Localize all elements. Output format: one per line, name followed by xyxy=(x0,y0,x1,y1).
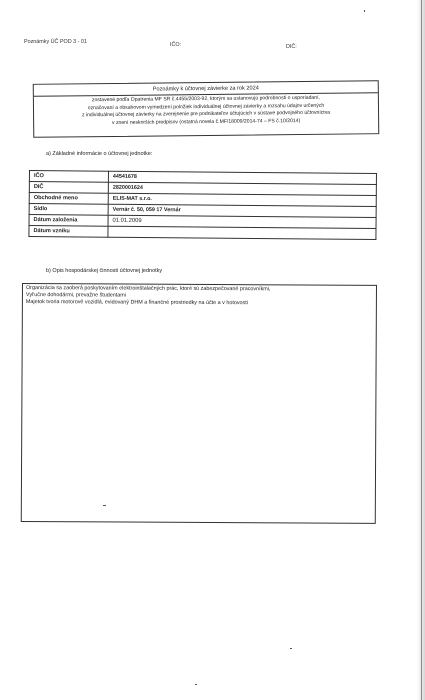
scan-speck xyxy=(195,684,197,685)
description-line: Organizácia sa zaoberá poskytovaním elektroinštalačných prác, ktoré sú zabezpečované pracovníkmi, xyxy=(25,285,271,293)
row-value: ELIS-MAT s.r.o. xyxy=(108,193,376,206)
ico-label: IČO: xyxy=(170,42,182,48)
scan-speck xyxy=(103,505,106,506)
form-code: Poznámky ÚČ POD 3 - 01 xyxy=(24,39,87,45)
document-title: Poznámky k účtovnej závierke za rok 2024 xyxy=(152,85,259,93)
activity-description-box xyxy=(21,283,377,524)
row-label: Obchodné meno xyxy=(29,193,108,205)
description-line: Majetok tvoria motorové vozidlá, evidovaný DHM a finančné prostriedky na účte a v hotovosti xyxy=(25,299,248,307)
row-label: Dátum vzniku xyxy=(29,226,108,238)
basic-info-table xyxy=(28,170,377,240)
title-box xyxy=(33,80,380,138)
row-value: 01.01.2009 xyxy=(108,215,376,228)
title-line: zostavené podľa Opatrenia MF SR č.4455/2003-92, ktorým sa ustanovujú podrobnosti o usporiadaní, xyxy=(91,94,320,104)
row-value: Vernár č. 50, 059 17 Vernár xyxy=(108,204,376,217)
row-value xyxy=(108,226,376,239)
description-line: Vyl'učne dohodármi, prevažne študentami xyxy=(25,292,126,299)
dic-label: DIČ: xyxy=(286,44,297,50)
title-line: označovaní a obsahovom vymedzení položiek individuálnej účtovnej závierky a rozsahu údajov určených xyxy=(87,102,325,111)
scan-speck xyxy=(364,10,365,12)
section-a-heading: a) Základné informácie o účtovnej jednotke: xyxy=(46,151,153,157)
row-value: 44541678 xyxy=(108,171,376,184)
row-label: Sídlo xyxy=(29,204,108,216)
table-row xyxy=(29,226,376,240)
title-line: z individuálnej účtovnej závierky na zverejnenie pre podnikateľov účtujúcich v sústave podvojného účtovníctva xyxy=(81,109,331,119)
row-label: DIČ xyxy=(29,182,108,194)
title-line: v znení neskorších predpisov (ostatná novela č.MF/18009/2014-74 – FS č.10/2014) xyxy=(111,117,301,126)
row-label: Dátum založenia xyxy=(29,215,108,227)
row-label: IČO xyxy=(29,171,108,183)
title-subtext xyxy=(36,94,376,128)
section-b-heading: b) Opis hospodárskej činnosti účtovnej jednotky xyxy=(46,268,163,274)
row-value: 2820001624 xyxy=(108,182,376,195)
scan-speck xyxy=(290,648,292,649)
activity-description-text xyxy=(26,285,271,307)
page-edge-line xyxy=(421,0,422,700)
